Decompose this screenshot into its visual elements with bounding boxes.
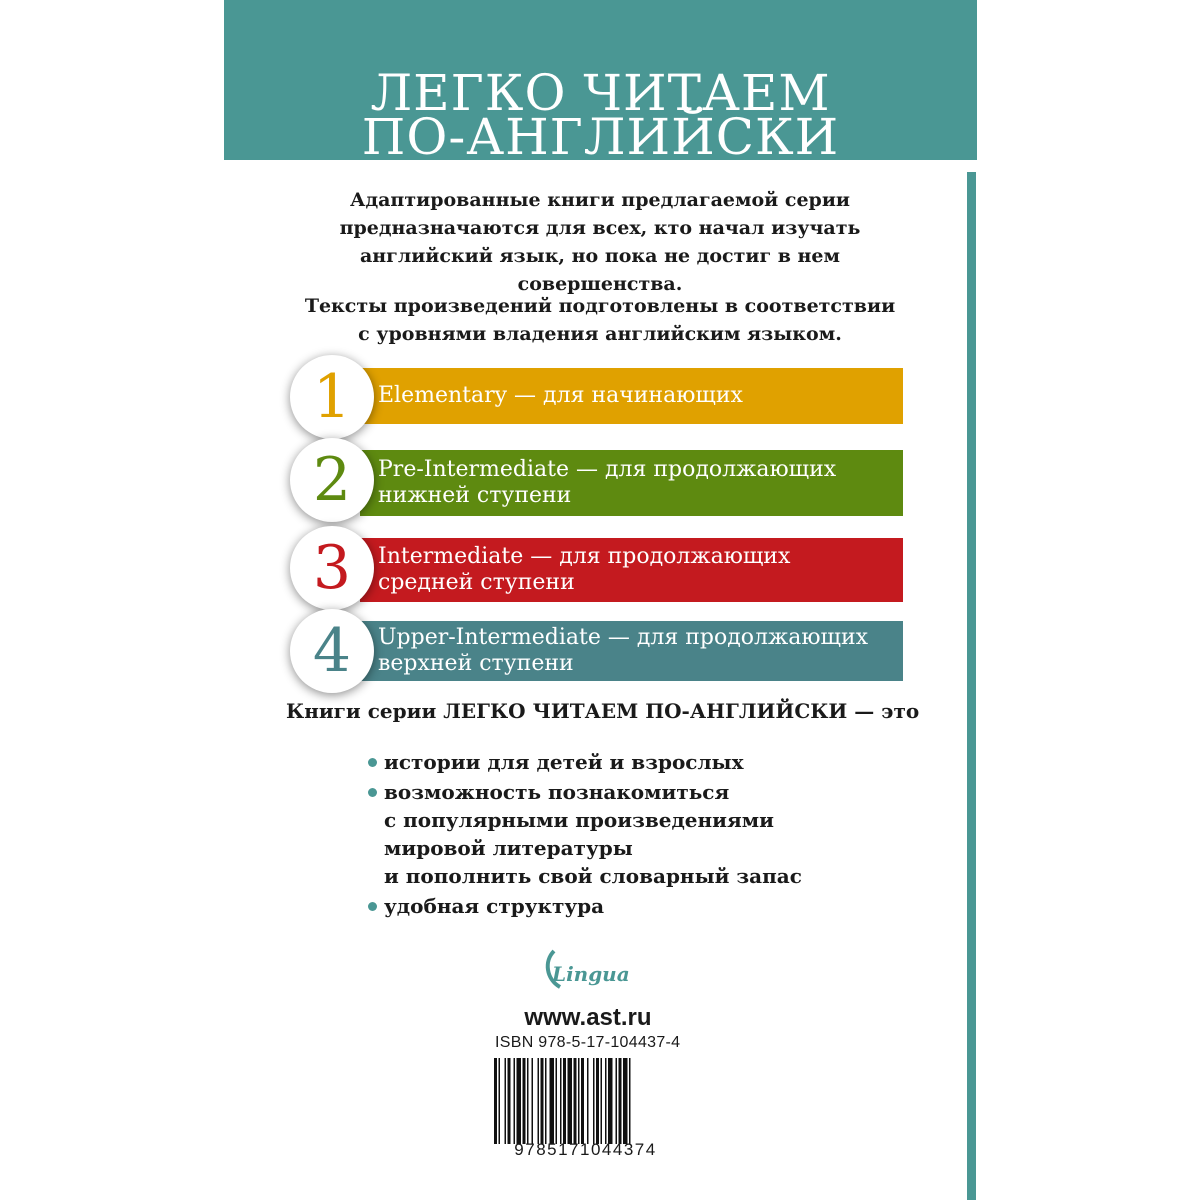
lingua-logo — [540, 945, 630, 995]
series-title-line-1: ЛЕГКО ЧИТАЕМ — [370, 64, 831, 122]
level-3 — [290, 530, 903, 622]
level-2-bar — [360, 450, 903, 516]
level-2-label: Pre-Intermediate — для продолжающих — [378, 457, 837, 482]
list-item — [368, 748, 928, 776]
series-lead-suffix: — это — [847, 699, 920, 723]
barcode-bar — [568, 1058, 573, 1144]
barcode-bar — [514, 1058, 516, 1144]
barcode-bar — [508, 1058, 511, 1144]
barcode-bar — [499, 1058, 501, 1144]
list-item-text: и пополнить свой словарный запас — [384, 864, 802, 888]
barcode-bars — [494, 1058, 631, 1144]
level-3-number-badge: 3 — [290, 526, 374, 610]
barcode-bar — [545, 1058, 547, 1144]
series-lead-name: ЛЕГКО ЧИТАЕМ ПО-АНГЛИЙСКИ — [443, 699, 848, 723]
barcode-bar — [538, 1058, 540, 1144]
spine-accent-line — [967, 172, 976, 1200]
level-4-number-badge: 4 — [290, 609, 374, 693]
barcode-bar — [541, 1058, 544, 1144]
barcode-bar — [550, 1058, 555, 1144]
barcode-bar — [608, 1058, 613, 1144]
level-2 — [290, 442, 903, 534]
level-3-label: Intermediate — для продолжающих — [378, 544, 791, 569]
level-1-number-badge: 1 — [290, 355, 374, 439]
barcode-bar — [532, 1058, 534, 1144]
list-item-text: удобная структура — [384, 894, 605, 918]
website-url[interactable]: www.ast.ru — [524, 1004, 652, 1031]
barcode-bar — [494, 1058, 497, 1144]
barcode-bar — [587, 1058, 589, 1144]
barcode-image — [492, 1058, 679, 1144]
barcode-bar — [623, 1058, 628, 1144]
level-1 — [290, 361, 903, 453]
barcode-bar — [593, 1058, 595, 1144]
barcode-bar — [505, 1058, 507, 1144]
barcode-bar — [560, 1058, 562, 1144]
isbn-label: ISBN 978-5-17-104437-4 — [495, 1034, 681, 1051]
bullet-dot-icon — [368, 902, 377, 911]
series-lead — [286, 699, 919, 723]
list-item-text: возможность познакомиться — [384, 780, 730, 804]
intro-paragraph-1 — [300, 186, 900, 298]
barcode-bar — [574, 1058, 577, 1144]
barcode-bar — [527, 1058, 529, 1144]
barcode-bar — [616, 1058, 618, 1144]
intro-line: с уровнями владения английским языком. — [358, 323, 842, 345]
list-item-text: мировой литературы — [384, 836, 633, 860]
intro-line: Тексты произведений подготовлены в соответствии — [304, 295, 896, 317]
level-4-label: Upper-Intermediate — для продолжающих — [378, 625, 869, 650]
level-3-bar — [360, 538, 903, 602]
intro-line: предназначаются для всех, кто начал изучать — [339, 217, 861, 239]
series-lead-prefix: Книги серии — [286, 699, 444, 723]
bullet-dot-icon — [368, 788, 377, 797]
level-2-number-badge: 2 — [290, 438, 374, 522]
level-3-label-line-2: средней ступени — [378, 570, 575, 595]
barcode-bar — [601, 1058, 603, 1144]
bullet-dot-icon — [368, 758, 377, 767]
feature-list — [368, 748, 928, 922]
list-item-text: с популярными произведениями — [384, 808, 774, 832]
barcode-bar — [578, 1058, 580, 1144]
level-1-bar — [360, 368, 903, 424]
level-4-bar — [360, 621, 903, 681]
intro-line: совершенства. — [517, 273, 683, 295]
level-4-label-line-2: верхней ступени — [378, 651, 574, 676]
list-item-text: истории для детей и взрослых — [384, 750, 744, 774]
intro-line: Адаптированные книги предлагаемой серии — [349, 189, 851, 211]
intro-paragraph-2 — [300, 292, 900, 348]
level-4 — [290, 613, 903, 705]
barcode-bar — [629, 1058, 631, 1144]
level-2-label-line-2: нижней ступени — [378, 483, 572, 508]
logo-text: Lingua — [552, 962, 630, 986]
barcode-digits: 9785171044374 — [514, 1140, 657, 1159]
intro-line: английский язык, но пока не достиг в нем — [359, 245, 841, 267]
list-item — [368, 778, 928, 890]
barcode-bar — [596, 1058, 599, 1144]
barcode-bar — [517, 1058, 522, 1144]
barcode-bar — [581, 1058, 584, 1144]
list-item — [368, 892, 928, 920]
series-title-line-2: ПО-АНГЛИЙСКИ — [361, 108, 840, 166]
barcode-bar — [619, 1058, 622, 1144]
barcode-bar — [556, 1058, 558, 1144]
barcode-bar — [563, 1058, 566, 1144]
level-1-label: Elementary — для начинающих — [378, 383, 743, 408]
barcode-bar — [523, 1058, 526, 1144]
barcode-bar — [605, 1058, 607, 1144]
